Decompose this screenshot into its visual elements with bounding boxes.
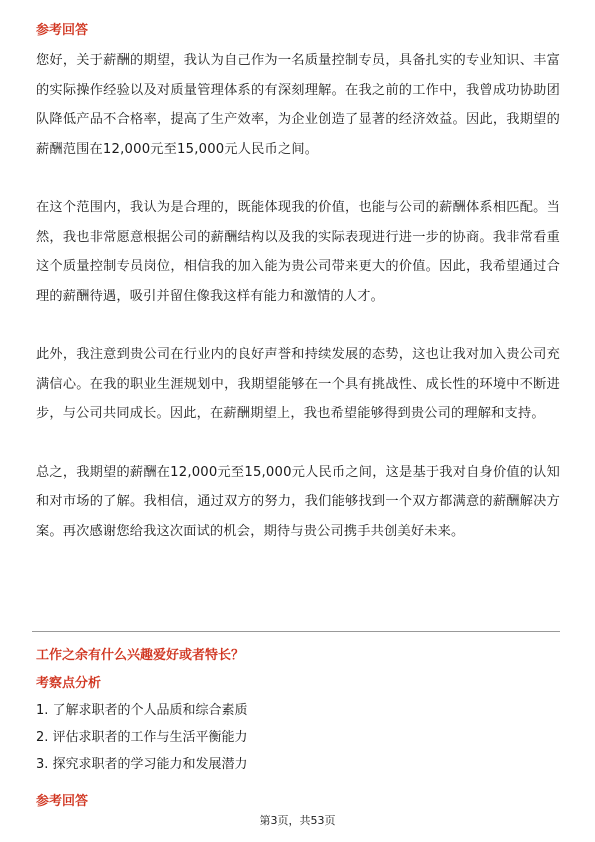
paragraph-2: 在这个范围内，我认为是合理的，既能体现我的价值，也能与公司的薪酬体系相匹配。当然，我也非常愿意根据公司的薪酬结构以及我的实际表现进行进一步的协商。我非常看重这个质量控制专员岗位，相信我的加入能为贵公司带来更大的价值。因此，我希望通过合理的薪酬待遇，吸引并留住像我这样有能力和激情的人才。 — [36, 200, 560, 304]
answer-label-2: 参考回答 — [36, 794, 89, 809]
analysis-item: 1. 了解求职者的个人品质和综合素质 — [36, 703, 248, 718]
question-heading: 工作之余有什么兴趣爱好或者特长？ — [36, 648, 245, 663]
paragraph-1: 您好，关于薪酬的期望，我认为自己作为一名质量控制专员，具备扎实的专业知识、丰富的实际操作经验以及对质量管理体系的有深刻理解。在我之前的工作中，我曾成功协助团队降低产品不合格率，提高了生产效率，为企业创造了显著的经济效益。因此，我期望的薪酬范围在12,000元至15,000元人民币之间。 — [36, 53, 560, 157]
analysis-list — [36, 697, 248, 778]
answer-label: 参考回答 — [36, 23, 89, 38]
analysis-item: 2. 评估求职者的工作与生活平衡能力 — [36, 730, 248, 745]
analysis-label: 考察点分析 — [36, 676, 102, 691]
page-footer: 第3页，共53页 — [259, 814, 336, 827]
paragraph-3: 此外，我注意到贵公司在行业内的良好声誉和持续发展的态势，这也让我对加入贵公司充满信心。在我的职业生涯规划中，我期望能够在一个具有挑战性、成长性的环境中不断进步，与公司共同成长。因此，在薪酬期望上，我也希望能够得到贵公司的理解和支持。 — [36, 347, 560, 421]
analysis-item: 3. 探究求职者的学习能力和发展潜力 — [36, 757, 248, 772]
section-divider — [32, 631, 560, 632]
paragraph-4: 总之，我期望的薪酬在12,000元至15,000元人民币之间，这是基于我对自身价值的认知和对市场的了解。我相信，通过双方的努力，我们能够找到一个双方都满意的薪酬解决方案。再次感谢您给我这次面试的机会，期待与贵公司携手共创美好未来。 — [36, 464, 560, 539]
page-content — [36, 22, 560, 546]
